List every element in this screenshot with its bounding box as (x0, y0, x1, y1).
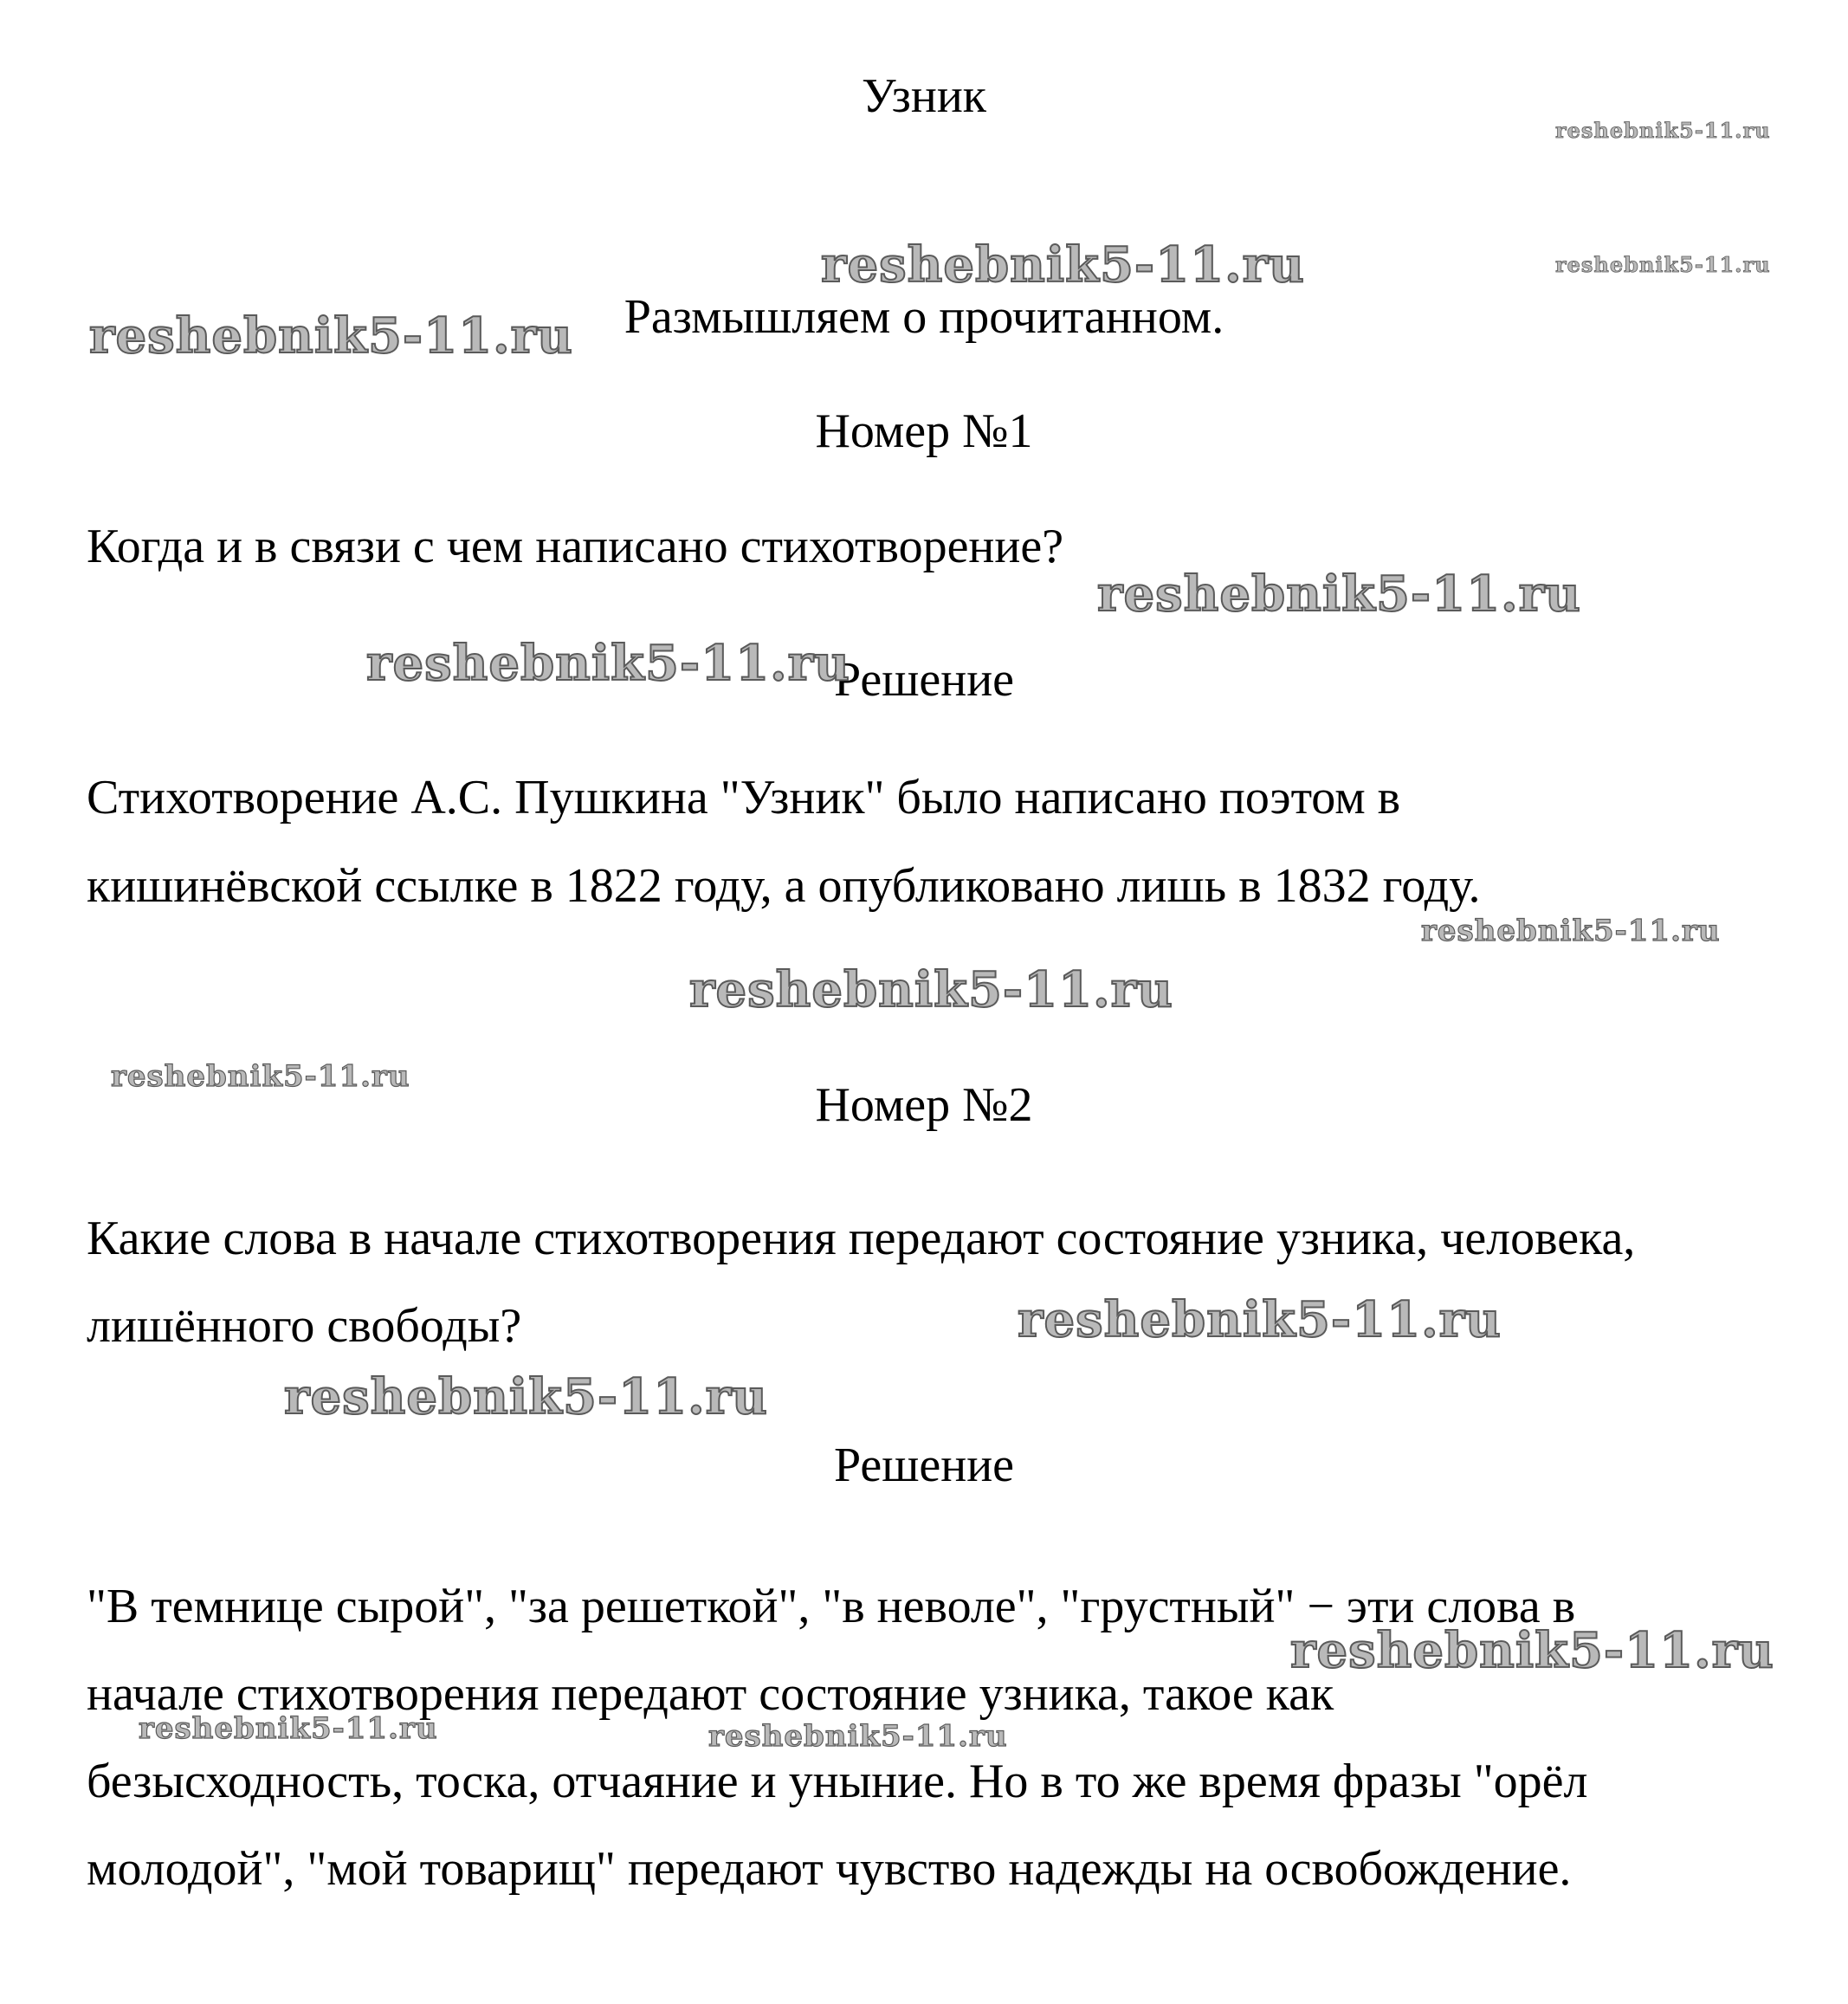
watermark: reshebnik5-11.ru (284, 1368, 768, 1425)
watermark: reshebnik5-11.ru (1555, 252, 1771, 277)
question-2-answer-line-2: начале стихотворения передают состояние узника, такое как (87, 1667, 1334, 1721)
watermark: reshebnik5-11.ru (708, 1719, 1008, 1754)
question-1-answer-line-2: кишинёвской ссылке в 1822 году, а опубликовано лишь в 1832 году. (87, 859, 1481, 913)
section-heading: Размышляем о прочитанном. (624, 290, 1224, 344)
watermark: reshebnik5-11.ru (1097, 566, 1581, 623)
watermark: reshebnik5-11.ru (1421, 914, 1721, 948)
watermark: reshebnik5-11.ru (821, 236, 1305, 294)
question-2-solution-label: Решение (833, 1438, 1015, 1492)
watermark: reshebnik5-11.ru (139, 1711, 438, 1746)
question-2-text-line-1: Какие слова в начале стихотворения передают состояние узника, человека, (87, 1212, 1636, 1265)
watermark: reshebnik5-11.ru (1555, 118, 1771, 143)
watermark: reshebnik5-11.ru (366, 635, 850, 692)
question-2-answer-line-3: безысходность, тоска, отчаяние и уныние. Но в то же время фразы "орёл (87, 1755, 1588, 1808)
watermark: reshebnik5-11.ru (1290, 1622, 1774, 1679)
question-2-answer-line-4: молодой", "мой товарищ" передают чувство надежды на освобождение. (87, 1842, 1572, 1896)
watermark: reshebnik5-11.ru (689, 961, 1173, 1018)
question-2-answer-line-1: "В темнице сырой", "за решеткой", "в неволе", "грустный" − эти слова в (87, 1580, 1576, 1633)
watermark: reshebnik5-11.ru (111, 1059, 410, 1094)
watermark: reshebnik5-11.ru (1018, 1291, 1502, 1348)
page-title: Узник (862, 69, 986, 123)
question-1-answer-line-1: Стихотворение А.С. Пушкина "Узник" было написано поэтом в (87, 771, 1401, 824)
question-2-text-line-2: лишённого свободы? (87, 1299, 522, 1353)
watermark: reshebnik5-11.ru (89, 307, 573, 365)
question-1-solution-label: Решение (833, 653, 1015, 707)
question-1-number: Номер №1 (815, 404, 1033, 458)
question-2-number: Номер №2 (815, 1078, 1033, 1132)
question-1-text-line-1: Когда и в связи с чем написано стихотворение? (87, 520, 1064, 573)
